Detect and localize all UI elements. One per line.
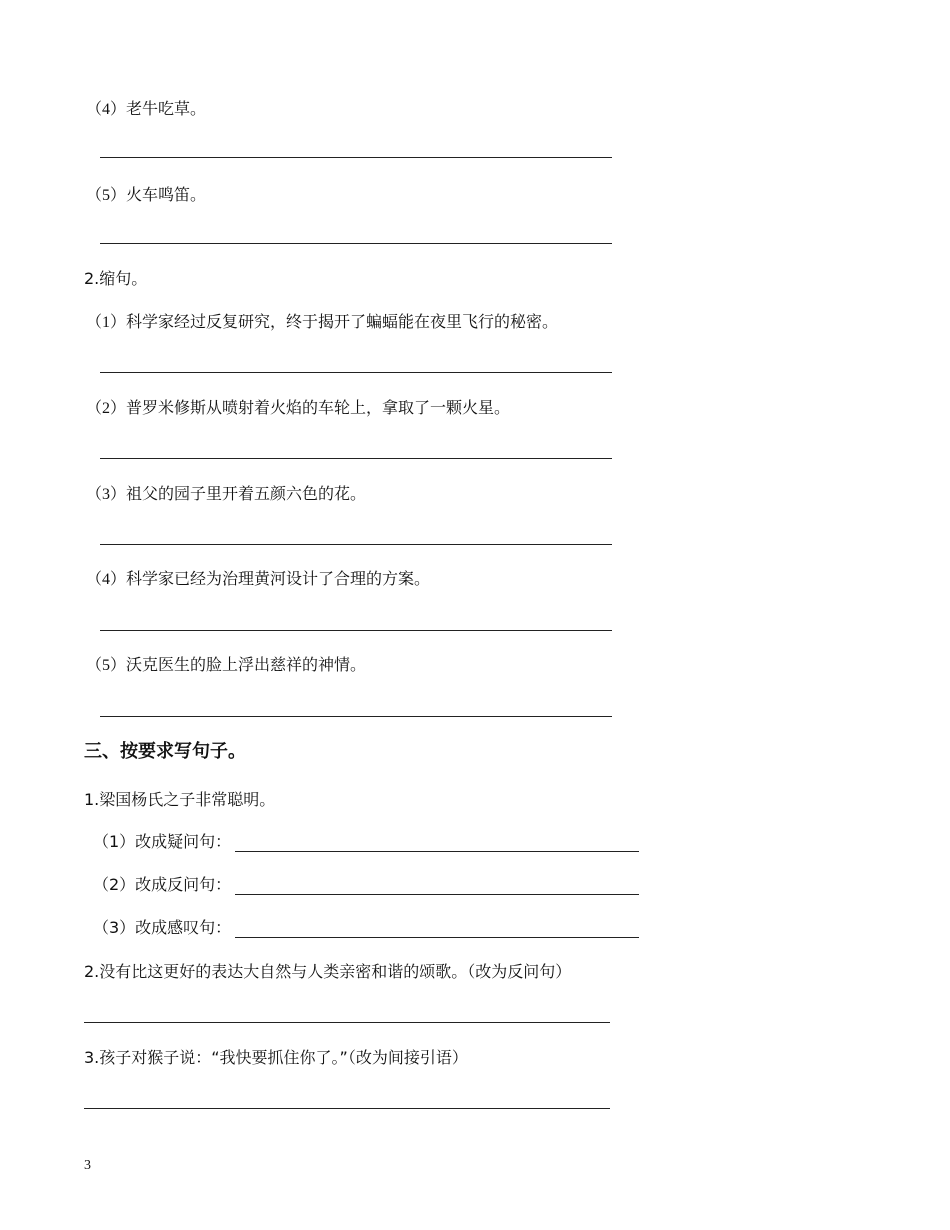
- question-title-shorten: 2.缩句。: [84, 269, 148, 288]
- item-number: （3）: [86, 486, 127, 503]
- item-number: （5）: [86, 657, 127, 674]
- item-number: （4）: [86, 101, 127, 118]
- answer-line[interactable]: [100, 544, 612, 545]
- shorten-item-5: [86, 655, 366, 676]
- answer-line[interactable]: [100, 372, 612, 373]
- item-text: 普罗米修斯从喷射着火焰的车轮上，拿取了一颗火星。: [126, 398, 511, 417]
- item-text: 沃克医生的脸上浮出慈祥的神情。: [126, 655, 367, 674]
- answer-line[interactable]: [235, 876, 639, 895]
- shorten-item-3: [86, 484, 366, 505]
- section-heading: 三、按要求写句子。: [84, 741, 246, 762]
- shorten-item-1: [86, 312, 558, 333]
- item-text: 祖父的园子里开着五颜六色的花。: [126, 484, 367, 503]
- rewrite-label: （3）改成感叹句：: [93, 918, 232, 937]
- question-2-title: 2.没有比这更好的表达大自然与人类亲密和谐的颂歌。（改为反问句）: [84, 962, 572, 981]
- item-text: 火车鸣笛。: [126, 185, 207, 204]
- item-text: 老牛吃草。: [126, 99, 207, 118]
- answer-line[interactable]: [100, 716, 612, 717]
- item-number: （1）: [86, 314, 127, 331]
- answer-line[interactable]: [84, 1108, 610, 1109]
- item-4-old-cow: [86, 99, 206, 120]
- answer-line[interactable]: [235, 833, 639, 852]
- question-3-title: 3.孩子对猴子说：“我快要抓住你了。”（改为间接引语）: [84, 1048, 468, 1067]
- item-text: 科学家已经为治理黄河设计了合理的方案。: [126, 569, 431, 588]
- rewrite-label: （1）改成疑问句：: [93, 832, 232, 851]
- answer-line[interactable]: [235, 919, 639, 938]
- shorten-item-4: [86, 569, 430, 590]
- answer-line[interactable]: [84, 1022, 610, 1023]
- rewrite-question-row: [93, 832, 639, 852]
- question-1-title: 1.梁国杨氏之子非常聪明。: [84, 790, 276, 809]
- answer-line[interactable]: [100, 630, 612, 631]
- answer-line[interactable]: [100, 458, 612, 459]
- item-5-train-whistle: [86, 185, 206, 206]
- item-number: （4）: [86, 571, 127, 588]
- rewrite-rhetorical-row: [93, 875, 639, 895]
- item-text: 科学家经过反复研究，终于揭开了蝙蝠能在夜里飞行的秘密。: [126, 312, 559, 331]
- item-number: （2）: [86, 400, 127, 417]
- shorten-item-2: [86, 398, 510, 419]
- item-number: （5）: [86, 187, 127, 204]
- rewrite-label: （2）改成反问句：: [93, 875, 232, 894]
- page-number: 3: [84, 1158, 91, 1173]
- answer-line[interactable]: [100, 243, 612, 244]
- answer-line[interactable]: [100, 157, 612, 158]
- rewrite-exclamation-row: [93, 918, 639, 938]
